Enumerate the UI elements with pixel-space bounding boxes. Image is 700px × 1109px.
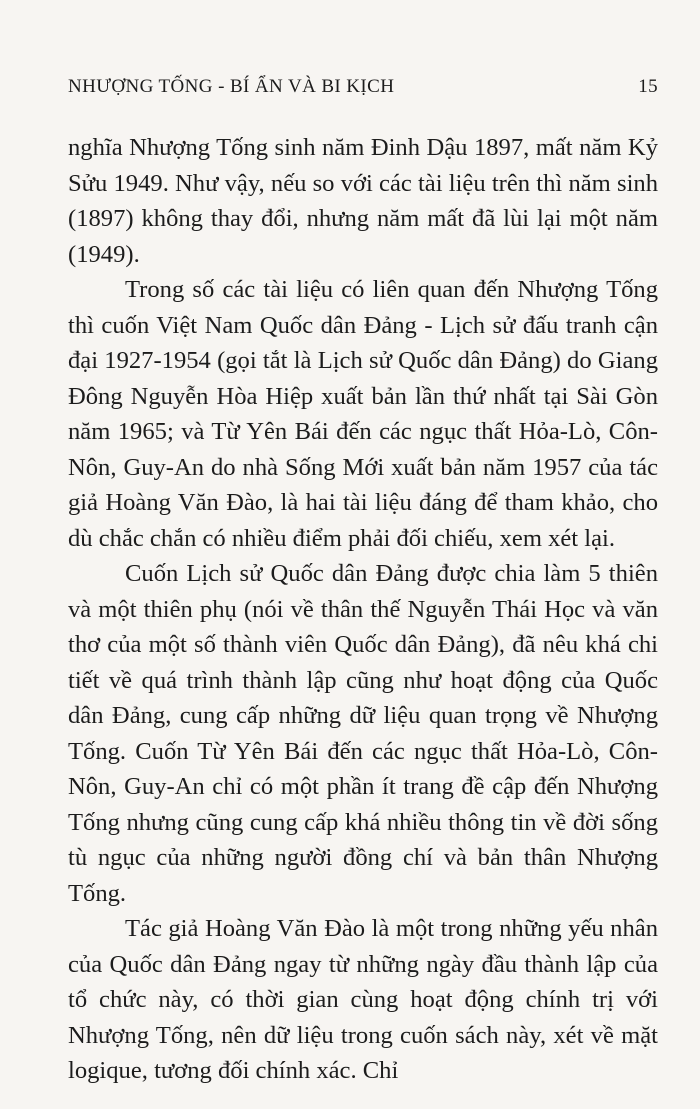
running-header [68, 76, 658, 104]
paragraph-2: Trong số các tài liệu có liên quan đến Nhượng Tống thì cuốn Việt Nam Quốc dân Đảng - Lịch sử đấu tranh cận đại 1927-1954 (gọi tắt là Lịch sử Quốc dân Đảng) do Giang Đông Nguyễn Hòa Hiệp xuất bản lần thứ nhất tại Sài Gòn năm 1965; và Từ Yên Bái đến các ngục thất Hỏa-Lò, Côn-Nôn, Guy-An do nhà Sống Mới xuất bản năm 1957 của tác giả Hoàng Văn Đào, là hai tài liệu đáng để tham khảo, cho dù chắc chắn có nhiều điểm phải đối chiếu, xem xét lại. [68, 276, 658, 552]
page-number: 15 [638, 76, 658, 97]
paragraph-1: nghĩa Nhượng Tống sinh năm Đinh Dậu 1897, mất năm Kỷ Sửu 1949. Như vậy, nếu so với các tài liệu trên thì năm sinh (1897) không thay đổi, nhưng năm mất đã lùi lại một năm (1949). [68, 134, 658, 268]
paragraph-4: Tác giả Hoàng Văn Đào là một trong những yếu nhân của Quốc dân Đảng ngay từ những ngày đầu thành lập của tổ chức này, có thời gian cùng hoạt động chính trị với Nhượng Tống, nên dữ liệu trong cuốn sách này, xét về mặt logique, tương đối chính xác. Chỉ [68, 915, 658, 1084]
paragraph-3: Cuốn Lịch sử Quốc dân Đảng được chia làm 5 thiên và một thiên phụ (nói về thân thế Nguyễn Thái Học và văn thơ của một số thành viên Quốc dân Đảng), đã nêu khá chi tiết về quá trình thành lập cũng như hoạt động của Quốc dân Đảng, cung cấp những dữ liệu quan trọng về Nhượng Tống. Cuốn Từ Yên Bái đến các ngục thất Hỏa-Lò, Côn-Nôn, Guy-An chỉ có một phần ít trang đề cập đến Nhượng Tống nhưng cũng cung cấp khá nhiều thông tin về đời sống tù ngục của những người đồng chí và bản thân Nhượng Tống. [68, 560, 658, 907]
body-text [68, 130, 658, 1089]
running-title: NHƯỢNG TỐNG - BÍ ẨN VÀ BI KỊCH [68, 76, 395, 97]
